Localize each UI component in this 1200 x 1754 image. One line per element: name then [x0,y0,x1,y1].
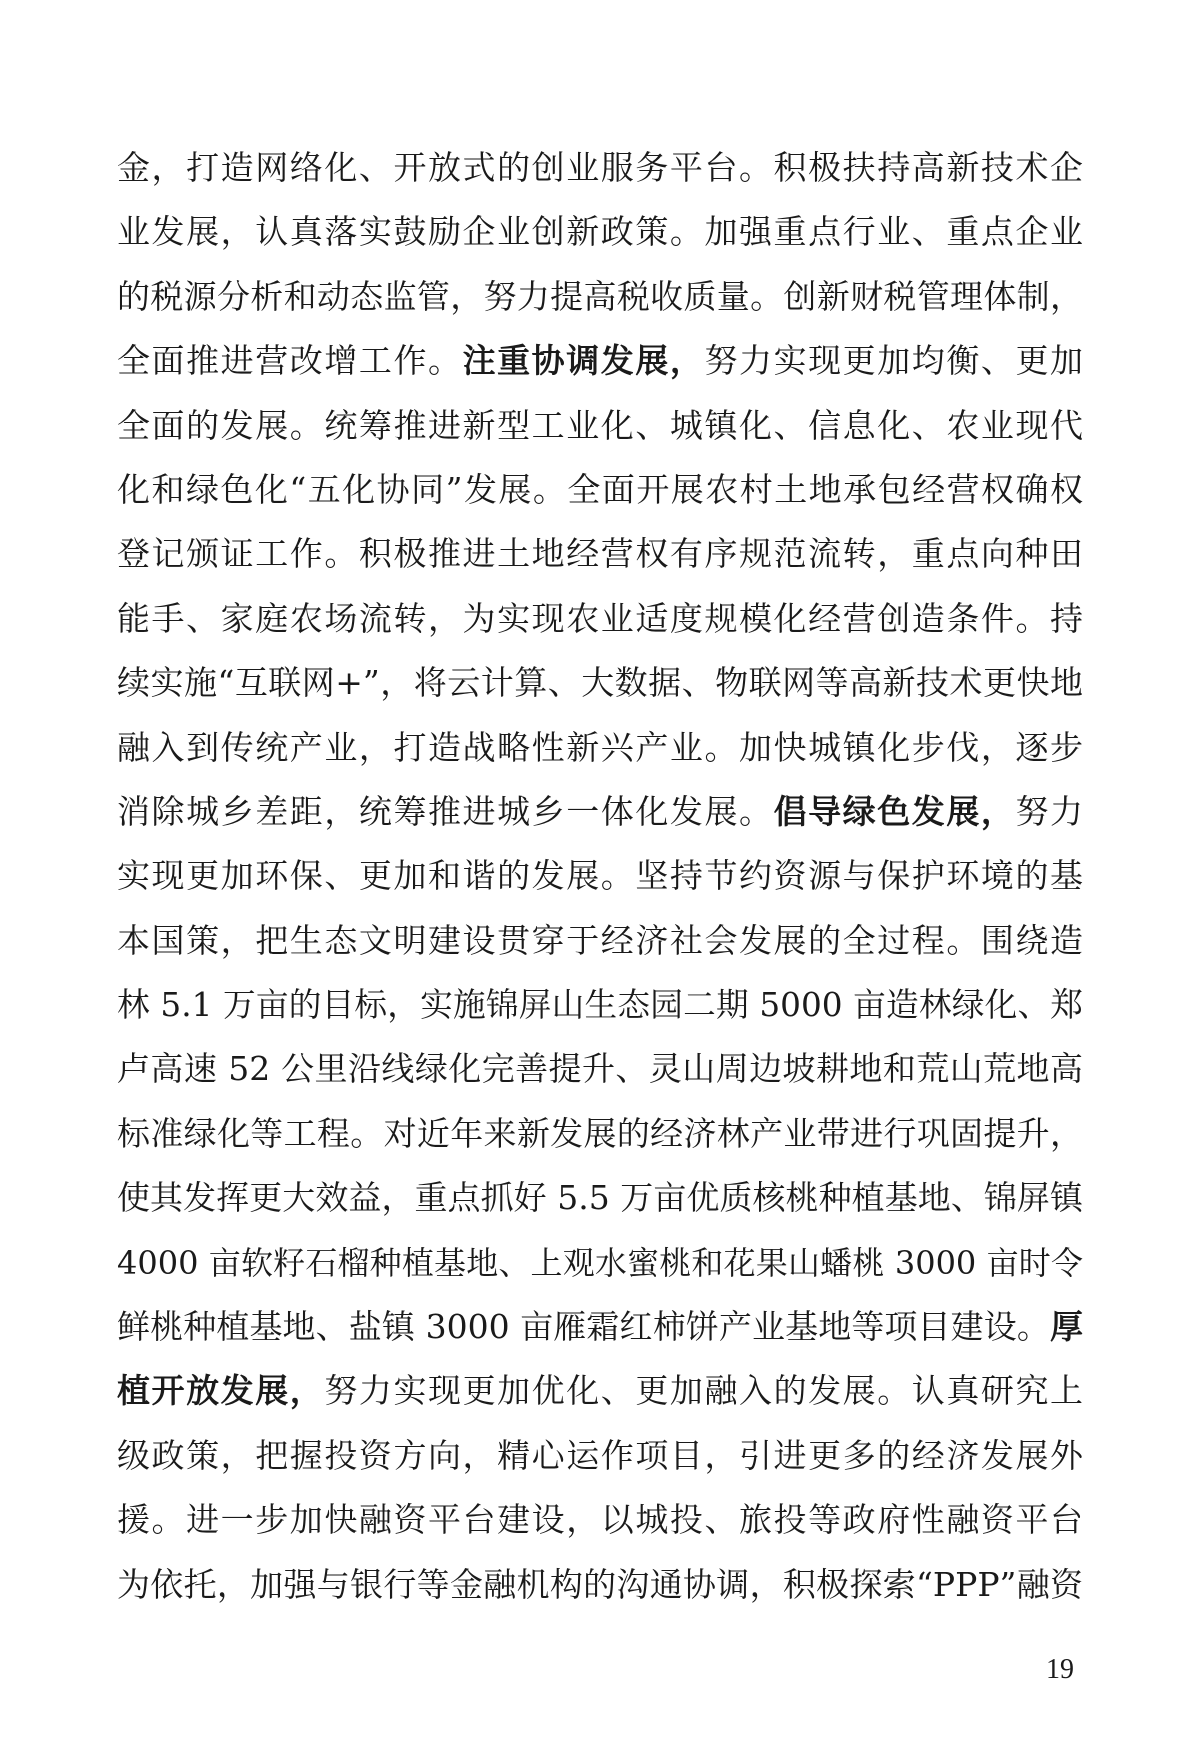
text-segment: 全面的发展。统筹推进新型工业化、城镇化、信息化、农业现代 [117,405,1083,445]
text-line [117,780,1083,844]
text-line [117,587,1083,651]
text-line [117,651,1083,715]
text-segment: 卢高速 52 公里沿线绿化完善提升、灵山周边坡耕地和荒山荒地高 [117,1049,1083,1089]
text-segment: 能手、家庭农场流转，为实现农业适度规模化经营创造条件。持 [117,598,1083,638]
text-line [117,844,1083,908]
text-segment: 标准绿化等工程。对近年来新发展的经济林产业带进行巩固提升， [117,1113,1083,1153]
text-segment: 本国策，把生态文明建设贯穿于经济社会发展的全过程。围绕造 [117,920,1083,960]
text-segment: 续实施“互联网+”，将云计算、大数据、物联网等高新技术更快地 [117,663,1083,703]
body-text [117,136,1083,1617]
text-segment: 融入到传统产业，打造战略性新兴产业。加快城镇化步伐，逐步 [117,727,1083,767]
text-line [117,522,1083,586]
text-line [117,1166,1083,1230]
text-segment: 的税源分析和动态监管，努力提高税收质量。创新财税管理体制， [117,276,1083,316]
text-line [117,1231,1083,1295]
text-segment: 实现更加环保、更加和谐的发展。坚持节约资源与保护环境的基 [117,856,1083,896]
text-segment: 化和绿色化“五化协同”发展。全面开展农村土地承包经营权确权 [117,469,1083,509]
text-line [117,1359,1083,1423]
text-line [117,1553,1083,1617]
text-segment: 努力 [1015,791,1084,831]
bold-heading-phrase: 倡导绿色发展， [773,791,1016,831]
text-segment: 援。进一步加快融资平台建设，以城投、旅投等政府性融资平台 [117,1500,1083,1540]
text-segment: 为依托，加强与银行等金融机构的沟通协调，积极探索“PPP”融资 [117,1564,1083,1604]
text-segment: 业发展，认真落实鼓励企业创新政策。加强重点行业、重点企业 [117,212,1083,252]
text-line [117,973,1083,1037]
text-line [117,329,1083,393]
text-line [117,394,1083,458]
text-segment: 级政策，把握投资方向，精心运作项目，引进更多的经济发展外 [117,1435,1083,1475]
bold-heading-phrase: 厚 [1050,1307,1083,1347]
text-line [117,200,1083,264]
text-line [117,1295,1083,1359]
bold-heading-phrase: 注重协调发展， [462,341,705,381]
text-line [117,1424,1083,1488]
text-segment: 4000 亩软籽石榴种植基地、上观水蜜桃和花果山蟠桃 3000 亩时令 [117,1243,1083,1282]
text-segment: 努力实现更加均衡、更加 [704,341,1084,381]
text-segment: 全面推进营改增工作。 [117,341,463,381]
text-line [117,1037,1083,1101]
text-segment: 使其发挥更大效益，重点抓好 5.5 万亩优质核桃种植基地、锦屏镇 [117,1178,1083,1218]
text-line [117,1102,1083,1166]
text-line [117,909,1083,973]
text-segment: 登记颁证工作。积极推进土地经营权有序规范流转，重点向种田 [117,534,1083,574]
text-line [117,1488,1083,1552]
text-segment: 鲜桃种植基地、盐镇 3000 亩雁霜红柿饼产业基地等项目建设。 [117,1307,1050,1347]
page-number: 19 [1046,1654,1074,1685]
text-line [117,458,1083,522]
text-line [117,265,1083,329]
text-segment: 林 5.1 万亩的目标，实施锦屏山生态园二期 5000 亩造林绿化、郑 [117,986,1083,1025]
bold-heading-phrase: 植开放发展， [117,1371,325,1411]
text-segment: 金，打造网络化、开放式的创业服务平台。积极扶持高新技术企 [117,148,1083,187]
text-segment: 消除城乡差距，统筹推进城乡一体化发展。 [117,791,774,831]
text-segment: 努力实现更加优化、更加融入的发展。认真研究上 [324,1371,1084,1411]
text-line [117,136,1083,200]
text-line [117,716,1083,780]
